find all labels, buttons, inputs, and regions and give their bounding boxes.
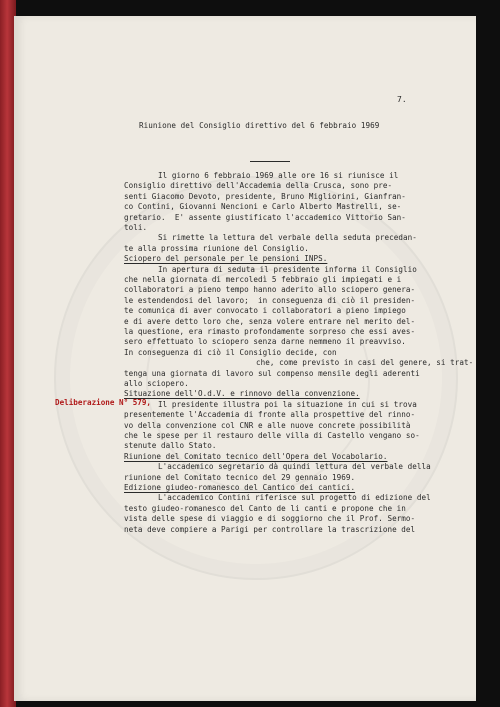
- text-line: te comunica di aver convocato i collaboratori a pieno impiego: [124, 306, 406, 316]
- text-line: che le spese per il restauro delle villa di Castello vengano so-: [124, 431, 420, 440]
- text-line: Si rimette la lettura del verbale della seduta precedan-: [158, 233, 417, 243]
- text-line: senti Giacomo Devoto, presidente, Bruno Migliorini, Gianfran-: [124, 191, 406, 201]
- text-line: che, come previsto in casi del genere, si trat-: [256, 358, 474, 368]
- text-line: In apertura di seduta il presidente informa il Consiglio: [158, 264, 417, 274]
- text-line: In conseguenza di ciò il Consiglio decide, con: [124, 347, 337, 357]
- text-line: e di avere detto loro che, senza volere entrare nel merito del-: [124, 316, 416, 326]
- text-line: riunione del Comitato tecnico del 29 gennaio 1969.: [124, 472, 356, 482]
- text-line: neta deve compiere a Parigi per controllare la trascrizione del: [124, 524, 416, 534]
- text-line: le estendendosi del lavoro; in conseguenza di ciò il presiden-: [124, 295, 416, 305]
- text-line: testo giudeo-romanesco del Canto de li canti e propone che in: [124, 503, 406, 513]
- text-line: vista delle spese di viaggio e di soggiorno che il Prof. Sermo-: [124, 514, 416, 524]
- text-line: Il presidente illustra poi la situazione in cui si trova: [158, 399, 417, 409]
- text-line: stenute dallo Stato.: [124, 441, 217, 451]
- text-line: allo sciopero.: [124, 379, 189, 388]
- text-line: Consiglio direttivo dell'Accademia della Crusca, sono pre-: [124, 181, 393, 191]
- page-number: 7.: [397, 95, 407, 104]
- document-title: Riunione del Consiglio direttivo del 6 febbraio 1969: [139, 121, 380, 130]
- text-line: toli.: [124, 223, 148, 232]
- text-line: collaboratori a pieno tempo hanno aderito allo sciopero genera-: [124, 285, 416, 295]
- section-heading: Riunione del Comitato tecnico dell'Opera del Vocabolario.: [124, 451, 388, 461]
- text-line: vo della convenzione col CNR e alle nuove concrete possibilità: [124, 420, 411, 430]
- text-line: L'accademico segretario dà quindi lettura del verbale della: [158, 462, 431, 472]
- text-line: la questione, era rimasto profondamente sorpreso che essi aves-: [124, 327, 416, 336]
- text-line: presentemente l'Accademia di fronte alla prospettive del rinno-: [124, 410, 416, 420]
- text-line: che nella giornata di mercoledì 5 febbraio gli impiegati e i: [124, 275, 402, 284]
- text-line: L'accademico Contini riferisce sul progetto di edizione del: [158, 493, 431, 503]
- section-heading: Sciopero del personale per le pensioni INPS.: [124, 254, 328, 264]
- text-line: te alla prossima riunione del Consiglio.: [124, 243, 309, 253]
- text-line: co Contini, Giovanni Nencioni e Carlo Alberto Mastrelli, se-: [124, 202, 402, 212]
- text-line: tenga una giornata di lavoro sul compenso mensile degli aderenti: [124, 368, 420, 378]
- text-line: Il giorno 6 febbraio 1969 alle ore 16 si riunisce il: [158, 171, 399, 180]
- section-heading: Situazione dell'O.d.V. e rinnovo della convenzione.: [124, 389, 360, 399]
- text-line: gretario. E' assente giustificato l'accademico Vittorio San-: [124, 212, 406, 222]
- margin-note-deliberazione: Deliberazione N° 579,: [55, 398, 152, 407]
- text-line: sero effettuato lo sciopero senza darne nemmeno il preavviso.: [124, 337, 406, 347]
- document-page: [14, 16, 476, 701]
- title-rule: [250, 161, 290, 162]
- section-heading: Edizione giudeo-romanesco del Cantico dei cantici.: [124, 483, 356, 492]
